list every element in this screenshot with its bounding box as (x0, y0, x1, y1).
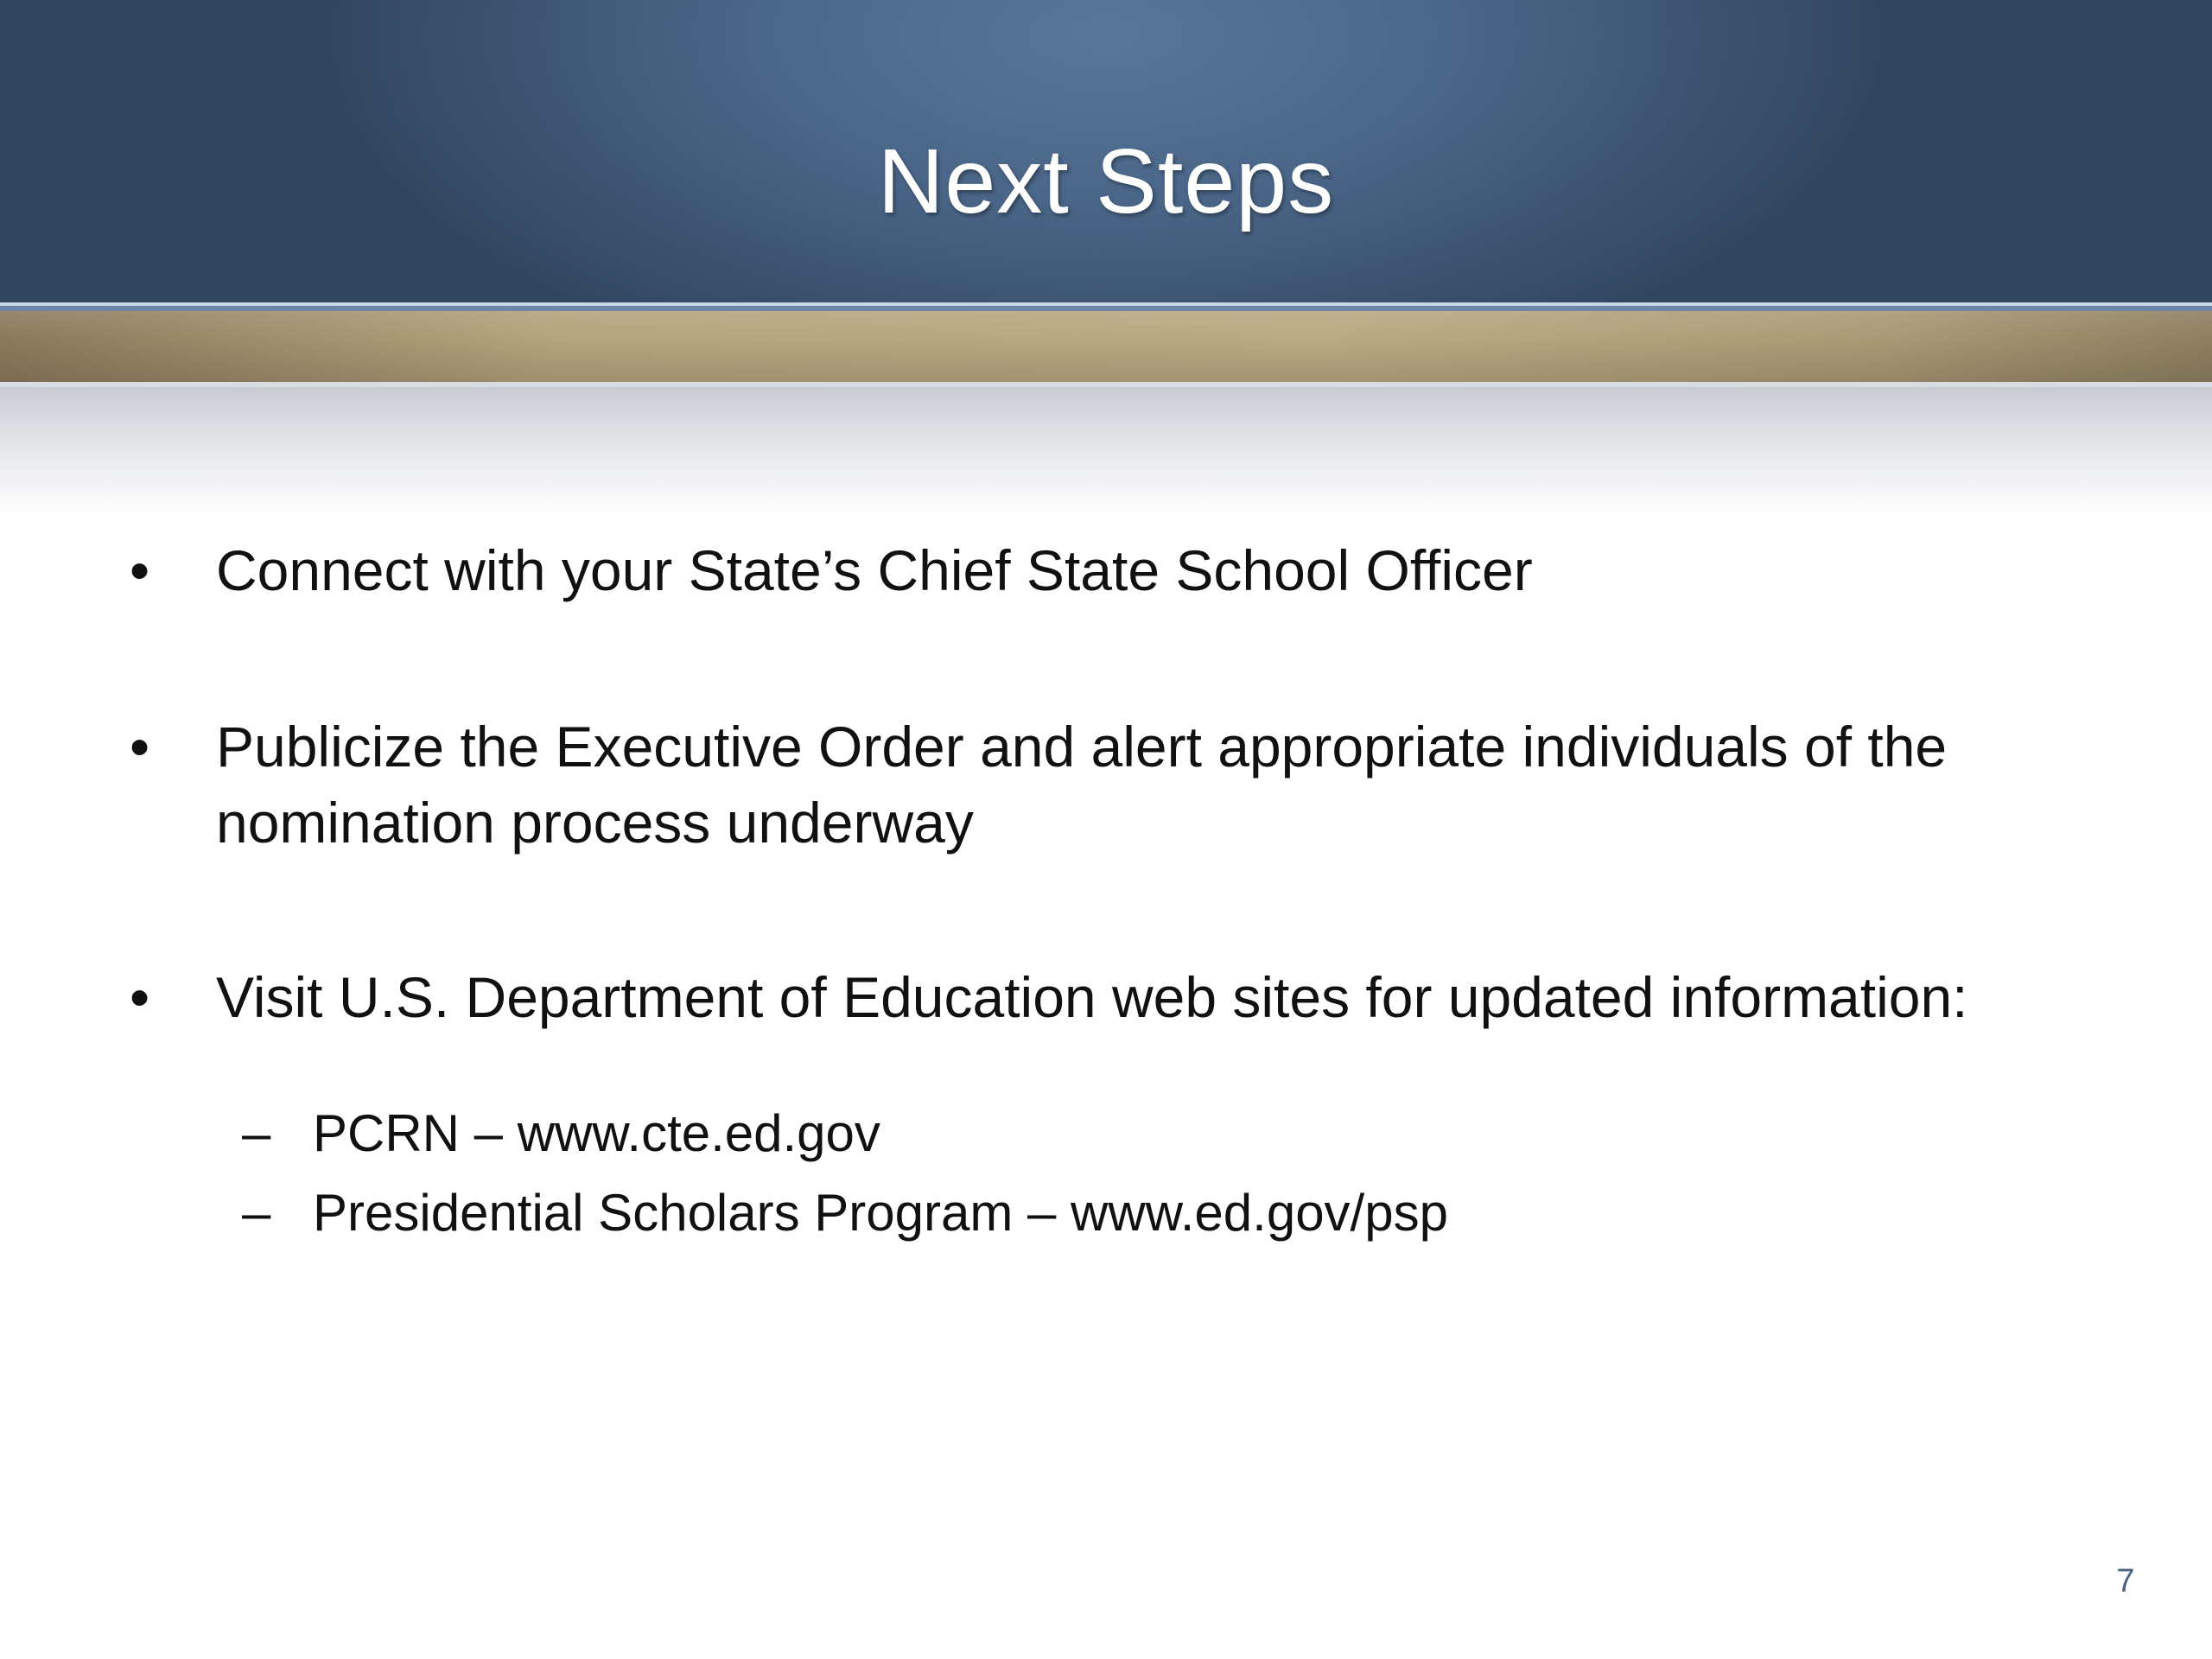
dash-marker: – (242, 1184, 271, 1242)
bullet-text: Visit U.S. Department of Education web sites for updated information: (216, 965, 1968, 1029)
bullet-item (130, 709, 2117, 861)
sub-list-item (242, 1179, 2056, 1248)
sub-item-text: PCRN – www.cte.ed.gov (313, 1104, 880, 1162)
bullet-item (130, 959, 2117, 1035)
slide-title: Next Steps (877, 130, 1335, 232)
bullet-text: Publicize the Executive Order and alert appropriate individuals of the nomination process underway (216, 715, 1948, 855)
dash-marker: – (242, 1104, 271, 1162)
page-number: 7 (2116, 1563, 2135, 1599)
bullet-marker: • (130, 538, 150, 602)
bullet-text: Connect with your State’s Chief State School Officer (216, 538, 1533, 602)
bullet-item (130, 532, 2117, 608)
bullet-marker: • (130, 965, 150, 1029)
sub-item-text: Presidential Scholars Program – www.ed.gov/psp (313, 1184, 1448, 1242)
bullet-marker: • (130, 715, 150, 779)
sub-list-item (242, 1099, 2056, 1168)
